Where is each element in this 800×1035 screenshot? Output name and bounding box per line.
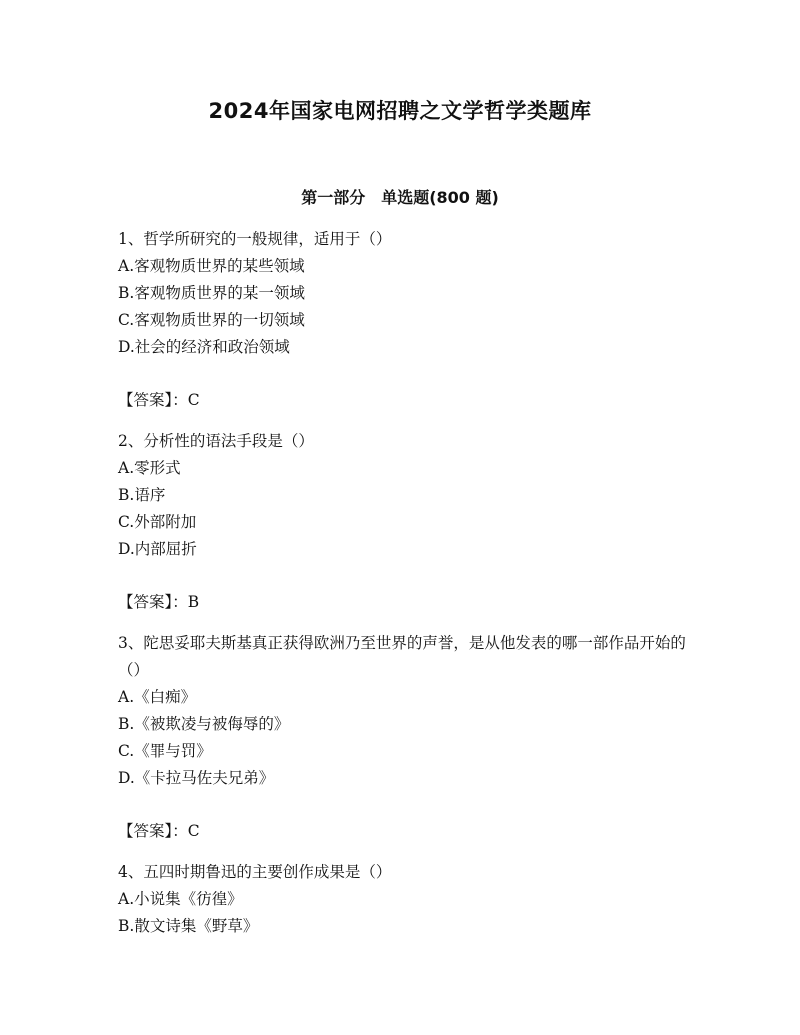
option-a: A.客观物质世界的某些领域 [118,257,305,275]
option-b: B.散文诗集《野草》 [118,917,259,935]
option-a: A.《白痴》 [118,688,197,706]
answer-label: 【答案】 [118,391,173,409]
answer-line [118,818,688,845]
answer-value: ：B [172,593,200,611]
option-d: D.社会的经济和政治领域 [118,338,290,356]
answer-label: 【答案】 [118,822,173,840]
option-b: B.《被欺凌与被侮辱的》 [118,715,290,733]
question-1 [118,226,688,414]
option-c: C.外部附加 [118,513,197,531]
answer-value: ：C [172,391,200,409]
option-a: A.小说集《彷徨》 [118,890,243,908]
question-3 [118,630,688,845]
answer-label: 【答案】 [118,593,173,611]
option-c: C.客观物质世界的一切领域 [118,311,305,329]
question-stem: 4、五四时期鲁迅的主要创作成果是（） [118,863,392,881]
option-d: D.《卡拉马佐夫兄弟》 [118,769,275,787]
question-stem: 1、哲学所研究的一般规律，适用于（） [118,230,392,248]
answer-line [118,589,688,616]
option-a: A.零形式 [118,459,181,477]
question-stem: 2、分析性的语法手段是（） [118,432,314,450]
answer-value: ：C [172,822,200,840]
question-2 [118,428,688,616]
question-4 [118,859,688,940]
question-list [118,226,688,940]
section-title: 第一部分 单选题(800 题) [301,188,499,207]
question-stem: 3、陀思妥耶夫斯基真正获得欧洲乃至世界的声誉，是从他发表的哪一部作品开始的（） [118,634,686,679]
option-b: B.客观物质世界的某一领域 [118,284,305,302]
option-d: D.内部屈折 [118,540,197,558]
option-b: B.语序 [118,486,166,504]
document-title: 2024年国家电网招聘之文学哲学类题库 [208,99,592,123]
option-c: C.《罪与罚》 [118,742,212,760]
answer-line [118,387,688,414]
